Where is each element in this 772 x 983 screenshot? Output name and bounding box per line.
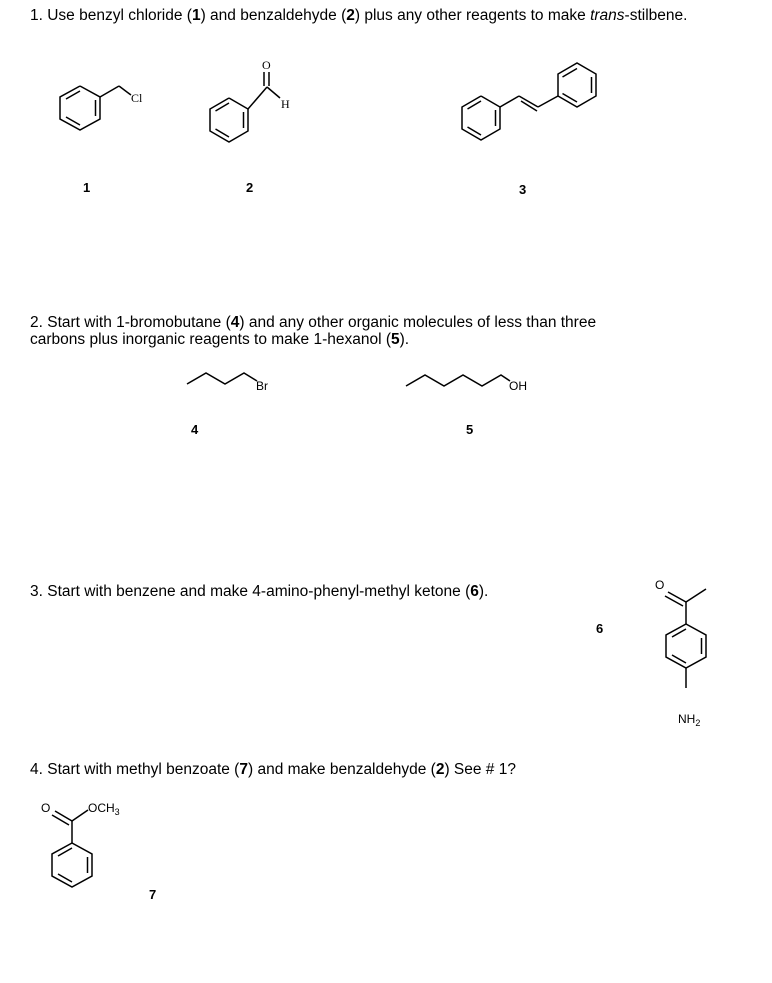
ketone-oxygen-label: O: [655, 578, 665, 592]
methoxy-label: $OCH_3$: [88, 801, 120, 817]
benzene-ring-2: [210, 98, 248, 142]
ester-oxygen-label: O: [41, 801, 51, 815]
question-2-text: 2. Start with 1-bromobutane (4) and any other organic molecules of less than three carbons plus inorganic reagents to make 1-hexanol (5).: [30, 314, 597, 348]
benzene-ring-3a: [462, 96, 500, 140]
chlorine-label: Cl: [131, 91, 143, 105]
compound-number-1: 1: [83, 180, 91, 195]
compound-number-2: 2: [246, 180, 254, 195]
question-4-text: 4. Start with methyl benzoate (7) and make benzaldehyde (2) See # 1?: [30, 761, 516, 778]
benzene-ring-7: [52, 843, 92, 887]
aldehyde-oxygen-label: O: [262, 58, 271, 72]
compound-number-4: 4: [191, 422, 199, 437]
benzene-ring-6: [666, 624, 706, 668]
bromine-label: Br: [256, 379, 268, 393]
hydroxyl-label: OH: [509, 379, 527, 393]
question-1-text: 1. Use benzyl chloride (1) and benzaldehyde (2) plus any other reagents to make trans-stilbene.: [30, 7, 688, 24]
aldehyde-hydrogen-label: H: [281, 97, 290, 111]
compound-number-3: 3: [519, 182, 527, 197]
compound-number-7: 7: [149, 887, 157, 902]
question-3-text: 3. Start with benzene and make 4-amino-phenyl-methyl ketone (6).: [30, 583, 489, 600]
amino-label: $NH_2$: [678, 712, 701, 728]
benzene-ring-1: [60, 86, 100, 130]
compound-number-6: 6: [596, 621, 604, 636]
benzene-ring-3b: [558, 63, 596, 107]
compound-number-5: 5: [466, 422, 474, 437]
